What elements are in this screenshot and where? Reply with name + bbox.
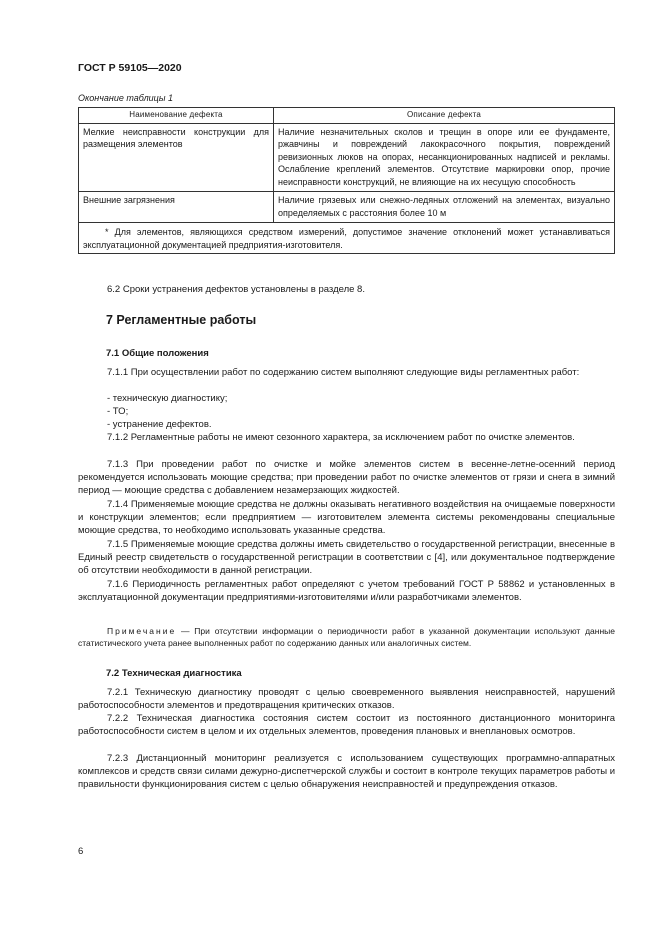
- paragraph-7-2-1: 7.2.1 Техническую диагностику проводят с целью своевременного выявления неисправностей, нарушений работоспособности элементов и предотвращения критических отказов.: [78, 687, 615, 711]
- paragraph-7-2-2: 7.2.2 Техническая диагностика состояния систем состоит из постоянного дистанционного мониторинга работоспособности систем в целом и их отдельных элементов, проведения плановых и внеплановых осмотров.: [78, 713, 615, 737]
- paragraph-7-1-1: 7.1.1 При осуществлении работ по содержанию систем выполняют следующие виды регламентных работ:: [107, 367, 580, 378]
- table-row: [79, 123, 615, 192]
- table-footnote: * Для элементов, являющихся средством измерений, допустимое значение отклонений может устанавливаться эксплуатационной документацией предприятия-изготовителя.: [79, 223, 615, 254]
- defect-name-cell: Внешние загрязнения: [79, 192, 274, 223]
- list-item: - ТО;: [107, 406, 129, 417]
- list-item: - устранение дефектов.: [107, 419, 212, 430]
- note-text: — При отсутствии информации о периодичности работ в указанной документации используют данные статистического учета ранее выполненных работ по содержанию данных или аналогичных систем.: [78, 626, 615, 648]
- table-caption: Окончание таблицы 1: [78, 93, 173, 103]
- paragraph-7-1-5: 7.1.5 Применяемые моющие средства должны иметь свидетельство о государственной регистрации, внесенные в Единый реестр свидетельств о государственной регистрации в соответствии с [4], или документальное подтверждение об отсутствии необходимости в данной регистрации.: [78, 539, 615, 576]
- paragraph-7-1-3: 7.1.3 При проведении работ по очистке и мойке элементов систем в весенне-летне-осенний период рекомендуется использовать моющие средства; при проведении работ по очистке элементов от грязи и снега в зимний период — моющие средства с добавлением незамерзающих жидкостей.: [78, 459, 615, 496]
- defect-name-cell: Мелкие неисправности конструкции для размещения элементов: [79, 123, 274, 192]
- paragraph-6-2: 6.2 Сроки устранения дефектов установлены в разделе 8.: [107, 284, 365, 295]
- column-header-description: Описание дефекта: [274, 108, 615, 124]
- document-id: ГОСТ Р 59105—2020: [78, 62, 182, 74]
- note-label: Примечание: [107, 626, 177, 636]
- table-header-row: [79, 108, 615, 124]
- defect-description-cell: Наличие грязевых или снежно-ледяных отложений на элементах, визуально определяемых с расстояния более 10 м: [274, 192, 615, 223]
- subsection-7-2-heading: 7.2 Техническая диагностика: [106, 668, 242, 679]
- table-footnote-row: [79, 223, 615, 254]
- page-number: 6: [78, 846, 84, 857]
- note: [78, 625, 615, 649]
- paragraph-7-1-4: 7.1.4 Применяемые моющие средства не должны оказывать негативного воздействия на очищаемые поверхности и конструкции элементов; если предприятием — изготовителем элемента системы рекомендованы специальные моющие средства, то необходимо использовать указанные средства.: [78, 499, 615, 536]
- defects-table: [78, 107, 615, 254]
- subsection-7-1-heading: 7.1 Общие положения: [106, 348, 209, 359]
- table-row: [79, 192, 615, 223]
- list-item: - техническую диагностику;: [107, 393, 228, 404]
- paragraph-7-2-3: 7.2.3 Дистанционный мониторинг реализуется с использованием существующих программно-аппаратных комплексов и средств связи силами дежурно-диспетчерской службы и состоит в контроле текущих параметров работы и правильности функционирования систем с целью обнаружения неисправностей и предупреждения отказов.: [78, 753, 615, 790]
- section-7-heading: 7 Регламентные работы: [106, 313, 257, 327]
- paragraph-7-1-6: 7.1.6 Периодичность регламентных работ определяют с учетом требований ГОСТ Р 58862 и установленных в эксплуатационной документации предприятиями-изготовителями и/или разработчиками элементов.: [78, 579, 615, 603]
- defect-description-cell: Наличие незначительных сколов и трещин в опоре или ее фундаменте, ржавчины и повреждений лакокрасочного покрытия, повреждений ревизионных люков на опорах, несанкционированных надписей и рекламы. Ослабление креплений элементов. Отсутствие маркировки опор, прочие неисправности конструкций, не влияющие на их несущую способность: [274, 123, 615, 192]
- paragraph-7-1-2: 7.1.2 Регламентные работы не имеют сезонного характера, за исключением работ по очистке элементов.: [107, 432, 575, 443]
- column-header-name: Наименование дефекта: [79, 108, 274, 124]
